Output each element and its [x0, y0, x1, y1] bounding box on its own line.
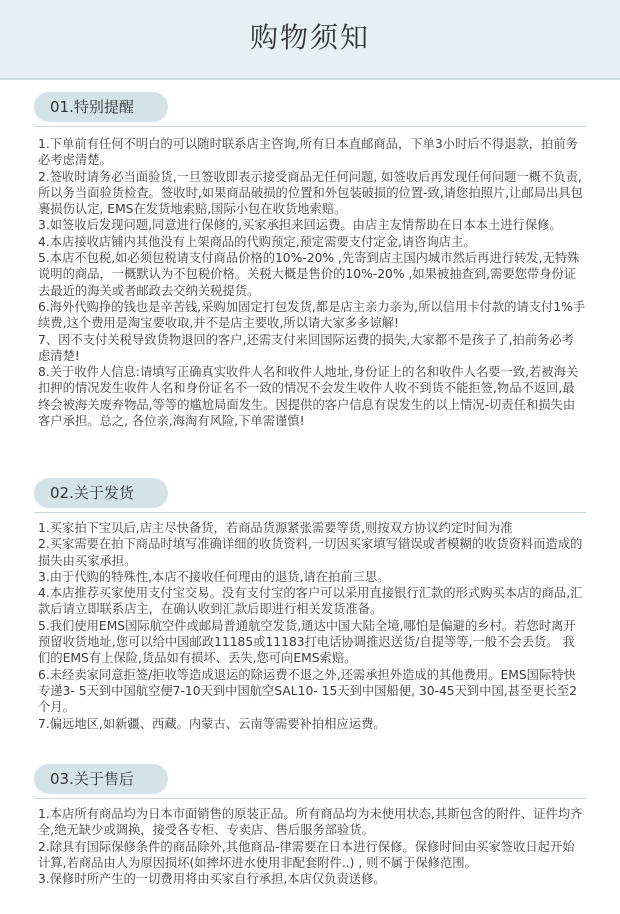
notice-item: 4.本店接收店铺内其他没有上架商品的代购预定,预定需要支付定金,请咨询店主。 [38, 234, 476, 249]
notice-item: 3.如签收后发现问题,同意进行保修的,买家承担来回运费。由店主友情帮助在日本本土进行保修。 [38, 218, 562, 233]
header-divider [0, 78, 620, 80]
section-divider [34, 126, 586, 127]
page-title: 购物须知 [249, 21, 370, 54]
section-divider [34, 798, 586, 799]
notice-item: 6.海外代购挣的钱也是辛苦钱,采购加固定打包发货,都是店主亲力亲为,所以信用卡付款的请支付1%手续费,这个费用是淘宝要收取,并不是店主要收,所以请大家多多谅解! [38, 299, 586, 331]
section-body [38, 520, 586, 732]
notice-item: 2.签收时请务必当面验货,一旦签收即表示接受商品无任何问题, 如签收后再发现任何问题一概不负责,所以务当面验货检查。签收时,如果商品破损的位置和外包装破损的位置-致,请您拍照片,让邮局出具包裹损伤认定, EMS在发货地索赔,国际小包在收货地索赔。 [38, 169, 583, 217]
section-body [38, 136, 586, 429]
after-sales-item: 1.本店所有商品均为日本市面销售的原装正品。所有商品均为未使用状态,其斯包含的附件、证件均齐全,绝无缺少或调换，接受各专柜、专卖店、售后服务部验货。 [38, 807, 583, 838]
notice-item: 1.下单前有任何不明白的可以随时联系店主咨询,所有日本直邮商品，下单3小时后不得退款，拍前务必考虑清楚。 [38, 137, 578, 168]
section-divider [34, 512, 586, 513]
notice-item: 8.关于收件人信息:请填写正确真实收件人名和收件人地址,身份证上的名和收件人名要一致,若被海关扣押的情况发生收件人名和身份证名不一致的情况不会发生收件人收不到货不能拒签,物品不返回,最终会被海关废弃物品,等等的尴尬局面发生。因提供的客户信息有误发生的以上情况-切责任和损失由客户承担。总之, 各位亲,海淘有风险,下单需谨慎! [38, 365, 579, 429]
shipping-item: 2.买家需要在拍下商品时填写准确详细的收货资料,一切因买家填写错误或者模糊的收货资料而造成的损失由买家承担。 [38, 537, 583, 568]
shipping-item: 4.本店推荐买家使用支付宝交易。没有支付宝的客户可以采用直接银行汇款的形式购买本店的商品,汇款后请立即联系店主，在确认收到汇款后即进行相关发货准备。 [38, 586, 583, 617]
section-title: 03.关于售后 [34, 764, 168, 794]
after-sales-item: 3.保修时所产生的一切费用将由买家自行承担,本店仅负责送修。 [38, 872, 386, 887]
shipping-item: 7.偏远地区,如新疆、西藏。内蒙古、云南等需要补拍相应运费。 [38, 716, 386, 731]
shipping-item: 6.未经卖家同意拒签/拒收等造成退运的除运费不退之外,还需承担外造成的其他费用。EMS国际特快专递3- 5天到中国航空便7-10天到中国航空SAL10- 15天到中国船便, 30-45天到中国,甚至更长至2个月。 [38, 667, 578, 715]
shipping-item: 3.由于代购的特殊性,本店不接收任何理由的退货,请在拍前三思。 [38, 569, 390, 584]
shipping-item: 1.买家拍下宝贝后,店主尽快备货，若商品货源紧张需要等货,则按双方协议约定时间为准 [38, 521, 513, 535]
notice-item: 7、因不支付关税导致货物退回的客户,还需支付来回国际运费的损失,大家都不是孩子了,拍前务必考虑清楚! [38, 332, 575, 363]
page-header [0, 0, 620, 80]
section-special-notice [34, 92, 586, 429]
section-title: 02.关于发货 [34, 478, 168, 508]
section-after-sales [34, 764, 586, 887]
section-body [38, 806, 586, 887]
notice-item: 5.本店不包税,如必须包税请支付商品价格的10%-20% ,先寄到店主国内城市然后再进行转发,无特殊说明的商品，一概默认为不包税价格。关税大概是售价的10%-20% ,如果被抽查到,需要您带身份证去最近的海关或者邮政去交纳关税提货。 [38, 251, 580, 298]
shipping-item: 5.我们使用EMS国际航空件或邮局普通航空发货,通达中国大陆全境,哪怕是偏避的乡村。若您时离开预留收货地址,您可以给中国邮政11185或11183打电话协调推迟送货/自提等等,一般不会丢货。 我们的EMS有上保险,货品如有损坏、丢失,您可向EMS索赔。 [38, 618, 576, 666]
section-shipping [34, 478, 586, 731]
section-title: 01.特别提醒 [34, 92, 168, 122]
after-sales-item: 2.除具有国际保修条件的商品除外,其他商品-律需要在日本进行保修。保修时间由买家签收日起开始计算,若商品由人为原因损坏(如摔坏进水使用非配套附件..) , 则不属于保修范围。 [38, 839, 575, 870]
